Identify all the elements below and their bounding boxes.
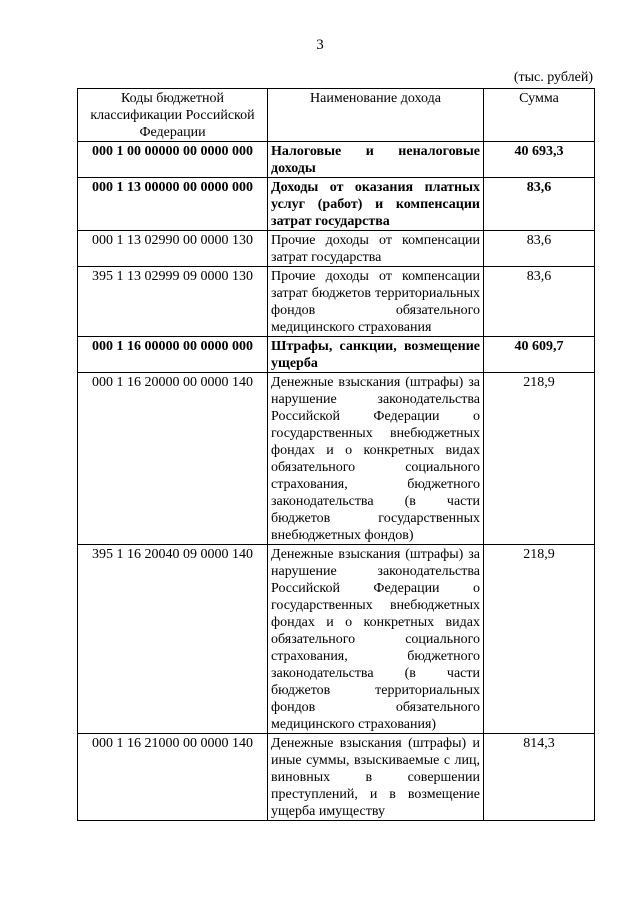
amount-cell: 83,6 bbox=[484, 267, 595, 337]
amount-cell: 83,6 bbox=[484, 178, 595, 231]
budget-code-cell: 000 1 13 02990 00 0000 130 bbox=[78, 231, 268, 267]
column-header-code: Коды бюджетной классификации Российской Федерации bbox=[78, 89, 268, 142]
budget-code-cell: 000 1 00 00000 00 0000 000 bbox=[78, 142, 268, 178]
revenue-name-cell: Прочие доходы от компенсации затрат бюджетов территориальных фондов обязательного медицинского страхования bbox=[268, 267, 484, 337]
revenue-name-cell: Денежные взыскания (штрафы) за нарушение законодательства Российской Федерации о государственных внебюджетных фондах и о конкретных видах обязательного социального страхования, бюджетного законодательства (в части бюджетов территориальных фондов обязательного медицинского страхования) bbox=[268, 545, 484, 734]
revenue-name-cell: Налоговые и неналоговые доходы bbox=[268, 142, 484, 178]
table-row bbox=[78, 178, 595, 231]
table-header-row bbox=[78, 89, 595, 142]
table-row bbox=[78, 545, 595, 734]
budget-code-cell: 395 1 13 02999 09 0000 130 bbox=[78, 267, 268, 337]
amount-cell: 218,9 bbox=[484, 373, 595, 545]
table-row bbox=[78, 142, 595, 178]
amount-cell: 83,6 bbox=[484, 231, 595, 267]
amount-cell: 814,3 bbox=[484, 734, 595, 821]
column-header-sum: Сумма bbox=[484, 89, 595, 142]
revenue-name-cell: Денежные взыскания (штрафы) и иные суммы, взыскиваемые с лиц, виновных в совершении преступлений, и в возмещение ущерба имуществу bbox=[268, 734, 484, 821]
table-row bbox=[78, 373, 595, 545]
revenue-table bbox=[77, 88, 595, 821]
table-row bbox=[78, 734, 595, 821]
revenue-name-cell: Доходы от оказания платных услуг (работ) и компенсации затрат государства bbox=[268, 178, 484, 231]
revenue-name-cell: Прочие доходы от компенсации затрат государства bbox=[268, 231, 484, 267]
amount-cell: 218,9 bbox=[484, 545, 595, 734]
units-label: (тыс. рублей) bbox=[513, 70, 593, 85]
budget-code-cell: 000 1 16 00000 00 0000 000 bbox=[78, 337, 268, 373]
table-row bbox=[78, 231, 595, 267]
revenue-name-cell: Денежные взыскания (штрафы) за нарушение законодательства Российской Федерации о государственных внебюджетных фондах и о конкретных видах обязательного социального страхования, бюджетного законодательства (в части бюджетов государственных внебюджетных фондов) bbox=[268, 373, 484, 545]
table-row bbox=[78, 267, 595, 337]
amount-cell: 40 693,3 bbox=[484, 142, 595, 178]
table-row bbox=[78, 337, 595, 373]
budget-code-cell: 395 1 16 20040 09 0000 140 bbox=[78, 545, 268, 734]
budget-code-cell: 000 1 16 20000 00 0000 140 bbox=[78, 373, 268, 545]
amount-cell: 40 609,7 bbox=[484, 337, 595, 373]
budget-code-cell: 000 1 16 21000 00 0000 140 bbox=[78, 734, 268, 821]
budget-code-cell: 000 1 13 00000 00 0000 000 bbox=[78, 178, 268, 231]
column-header-name: Наименование дохода bbox=[268, 89, 484, 142]
page-number: 3 bbox=[316, 37, 324, 53]
revenue-name-cell: Штрафы, санкции, возмещение ущерба bbox=[268, 337, 484, 373]
